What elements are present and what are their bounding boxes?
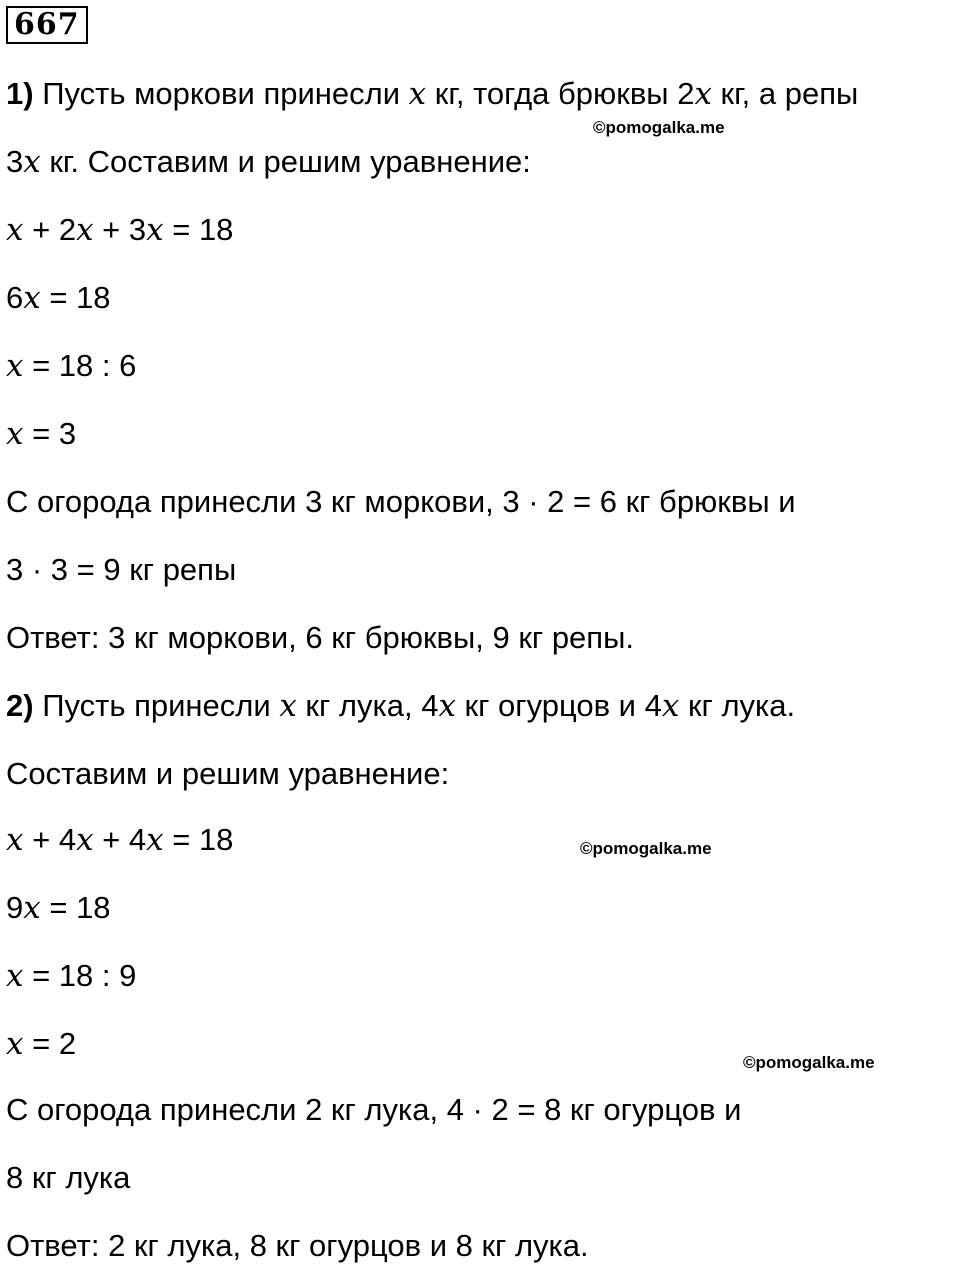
variable: x	[146, 212, 164, 248]
text-span: 9	[6, 890, 24, 925]
text-span: = 18	[163, 212, 234, 247]
variable: x	[408, 76, 427, 112]
variable: x	[76, 822, 94, 858]
text-span: Пусть моркови принесли	[42, 76, 409, 111]
part1-equation-3	[6, 346, 136, 386]
variable: x	[694, 76, 712, 112]
text-span: = 18	[163, 822, 234, 857]
text-span: кг лука, 4	[296, 688, 439, 723]
variable: x	[6, 1026, 24, 1062]
variable: x	[76, 212, 94, 248]
variable: x	[23, 890, 41, 926]
part2-equation-3	[6, 956, 136, 996]
watermark: ©pomogalka.me	[580, 839, 712, 858]
text-span: = 3	[23, 416, 77, 451]
part1-result-line2: 3 · 3 = 9 кг репы	[6, 552, 237, 587]
text-span: кг лука.	[679, 688, 796, 723]
problem-number: 667	[6, 6, 88, 44]
text-span: = 2	[23, 1026, 77, 1061]
text-span: + 4	[23, 822, 77, 857]
part1-equation-1	[6, 210, 233, 250]
variable: x	[279, 688, 297, 724]
text-span: 3	[6, 144, 24, 179]
part2-result-line1: С огорода принесли 2 кг лука, 4 · 2 = 8 кг огурцов и	[6, 1092, 742, 1127]
part2-statement-line1	[6, 686, 795, 726]
variable: x	[6, 212, 24, 248]
part1-result-line1: С огорода принесли 3 кг моркови, 3 · 2 = 6 кг брюквы и	[6, 484, 796, 519]
part2-answer: Ответ: 2 кг лука, 8 кг огурцов и 8 кг лука.	[6, 1228, 589, 1263]
text-span: = 18 : 6	[23, 348, 137, 383]
variable: x	[6, 348, 24, 384]
variable: x	[6, 958, 24, 994]
part1-equation-4	[6, 414, 76, 454]
part1-equation-2	[6, 278, 111, 318]
variable: x	[6, 822, 24, 858]
part2-statement-line2: Составим и решим уравнение:	[6, 756, 450, 791]
part1-statement-line2	[6, 142, 531, 182]
variable: x	[661, 688, 680, 724]
text-span: кг. Составим и решим уравнение:	[40, 144, 531, 179]
text-span: = 18 : 9	[23, 958, 137, 993]
part2-equation-1	[6, 820, 233, 860]
watermark: ©pomogalka.me	[593, 118, 725, 137]
text-span: Пусть принесли	[33, 688, 280, 723]
text-span: кг, тогда брюквы 2	[426, 76, 695, 111]
part2-equation-2	[6, 888, 111, 928]
part2-marker: 2)	[6, 688, 34, 723]
variable: x	[146, 822, 164, 858]
part1-marker: 1)	[6, 76, 34, 111]
part1-answer: Ответ: 3 кг моркови, 6 кг брюквы, 9 кг репы.	[6, 620, 634, 655]
text-span: = 18	[40, 280, 111, 315]
variable: x	[23, 280, 41, 316]
variable: x	[6, 416, 24, 452]
text-span: 6	[6, 280, 24, 315]
text-span: + 3	[93, 212, 147, 247]
text-span: + 2	[23, 212, 77, 247]
text-span: кг, а репы	[711, 76, 859, 111]
part2-result-line2: 8 кг лука	[6, 1160, 131, 1195]
text-span: кг огурцов и 4	[455, 688, 662, 723]
variable: x	[438, 688, 456, 724]
part1-statement-line1	[6, 74, 858, 114]
text-span: = 18	[40, 890, 111, 925]
part2-equation-4	[6, 1024, 76, 1064]
variable: x	[23, 144, 41, 180]
text-span: + 4	[93, 822, 147, 857]
watermark: ©pomogalka.me	[743, 1053, 875, 1072]
